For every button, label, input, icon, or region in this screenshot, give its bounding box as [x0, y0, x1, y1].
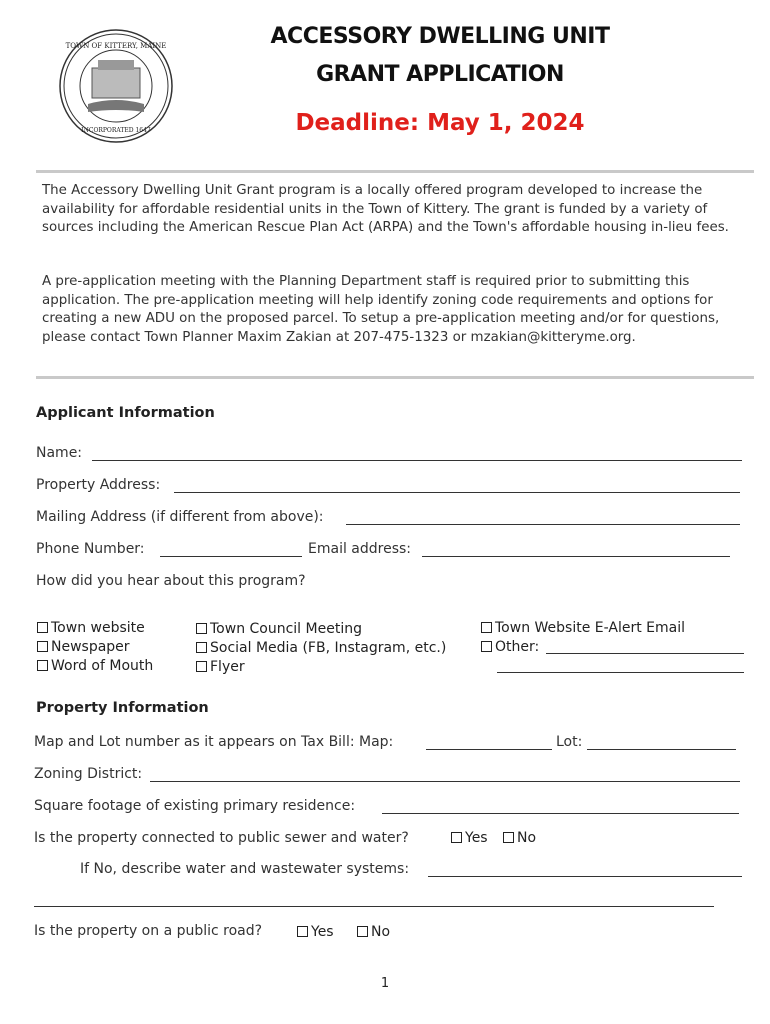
- checkbox-icon[interactable]: [196, 661, 207, 672]
- option-label: Newspaper: [51, 639, 130, 655]
- page-number: 1: [380, 976, 390, 991]
- option-label: Other:: [495, 639, 540, 655]
- map-label: Map and Lot number as it appears on Tax Bill: Map:: [34, 734, 394, 750]
- zoning-label: Zoning District:: [34, 766, 143, 782]
- checkbox-icon[interactable]: [503, 832, 514, 843]
- sqft-field[interactable]: [382, 813, 739, 814]
- option-label: Word of Mouth: [51, 658, 154, 674]
- option-label: Town Council Meeting: [210, 621, 362, 637]
- option-label: Yes: [311, 924, 334, 940]
- describe-label: If No, describe water and wastewater systems:: [80, 861, 410, 877]
- intro-paragraph-2: A pre-application meeting with the Planning Department staff is required prior to submitting this application. The pre-application meeting will help identify zoning code requirements and options for creating a new ADU on the proposed parcel. To setup a pre-application meeting and/or for questions, please contact Town Planner Maxim Zakian at 207-475-1323 or mzakian@kitteryme.org.: [42, 274, 720, 345]
- option-label: No: [517, 830, 537, 846]
- checkbox-icon[interactable]: [196, 642, 207, 653]
- applicant-heading: Applicant Information: [36, 405, 215, 421]
- option-e-alert[interactable]: [481, 620, 685, 636]
- phone-label: Phone Number:: [36, 541, 145, 557]
- mailing-address-label: Mailing Address (if different from above):: [36, 509, 324, 525]
- hear-label: How did you hear about this program?: [36, 573, 306, 589]
- map-field[interactable]: [426, 749, 552, 750]
- option-label: No: [371, 924, 391, 940]
- checkbox-icon[interactable]: [37, 622, 48, 633]
- checkbox-icon[interactable]: [37, 641, 48, 652]
- option-flyer[interactable]: [196, 659, 245, 675]
- name-label: Name:: [36, 445, 83, 461]
- checkbox-icon[interactable]: [481, 622, 492, 633]
- lot-field[interactable]: [587, 749, 736, 750]
- email-field[interactable]: [422, 556, 730, 557]
- road-no-option[interactable]: [357, 924, 390, 940]
- other-field-line2[interactable]: [497, 672, 744, 673]
- checkbox-icon[interactable]: [196, 623, 207, 634]
- intro-paragraph-1: The Accessory Dwelling Unit Grant program is a locally offered program developed to increase the availability for affordable residential units in the Town of Kittery. The grant is funded by a variety of sources including the American Rescue Plan Act (ARPA) and the Town's affordable housing in-lieu fees.: [42, 183, 729, 235]
- option-town-council[interactable]: [196, 621, 362, 637]
- lot-label: Lot:: [556, 734, 583, 750]
- property-address-label: Property Address:: [36, 477, 161, 493]
- property-address-field[interactable]: [174, 492, 740, 493]
- road-label: Is the property on a public road?: [34, 923, 263, 939]
- phone-field[interactable]: [160, 556, 302, 557]
- sqft-label: Square footage of existing primary residence:: [34, 798, 356, 814]
- page-title-line2: GRANT APPLICATION: [316, 62, 564, 87]
- describe-field[interactable]: [428, 876, 742, 877]
- property-heading: Property Information: [36, 700, 209, 716]
- checkbox-icon[interactable]: [37, 660, 48, 671]
- option-label: Town website: [51, 620, 145, 636]
- sewer-yes-option[interactable]: [451, 830, 488, 846]
- mailing-address-field[interactable]: [346, 524, 740, 525]
- page-title-line1: ACCESSORY DWELLING UNIT: [270, 24, 610, 49]
- zoning-field[interactable]: [150, 781, 740, 782]
- option-label: Yes: [465, 830, 488, 846]
- describe-field-line2[interactable]: [34, 906, 714, 907]
- sewer-label: Is the property connected to public sewer and water?: [34, 830, 409, 846]
- road-yes-option[interactable]: [297, 924, 334, 940]
- option-newspaper[interactable]: [37, 639, 130, 655]
- sewer-no-option[interactable]: [503, 830, 536, 846]
- option-label: Flyer: [210, 659, 245, 675]
- option-label: Social Media (FB, Instagram, etc.): [210, 640, 447, 656]
- checkbox-icon[interactable]: [297, 926, 308, 937]
- divider-top: [36, 170, 754, 173]
- checkbox-icon[interactable]: [357, 926, 368, 937]
- option-town-website[interactable]: [37, 620, 145, 636]
- svg-text:INCORPORATED 1647: INCORPORATED 1647: [81, 127, 151, 134]
- email-label: Email address:: [308, 541, 412, 557]
- svg-text:TOWN OF KITTERY, MAINE: TOWN OF KITTERY, MAINE: [65, 42, 167, 50]
- divider-bottom: [36, 376, 754, 379]
- option-other[interactable]: [481, 639, 539, 655]
- option-social-media[interactable]: [196, 640, 446, 656]
- deadline-text: Deadline: May 1, 2024: [295, 110, 585, 136]
- town-seal: [58, 28, 174, 144]
- other-field[interactable]: [546, 653, 744, 654]
- checkbox-icon[interactable]: [451, 832, 462, 843]
- option-word-of-mouth[interactable]: [37, 658, 153, 674]
- name-field[interactable]: [92, 460, 742, 461]
- checkbox-icon[interactable]: [481, 641, 492, 652]
- option-label: Town Website E-Alert Email: [495, 620, 685, 636]
